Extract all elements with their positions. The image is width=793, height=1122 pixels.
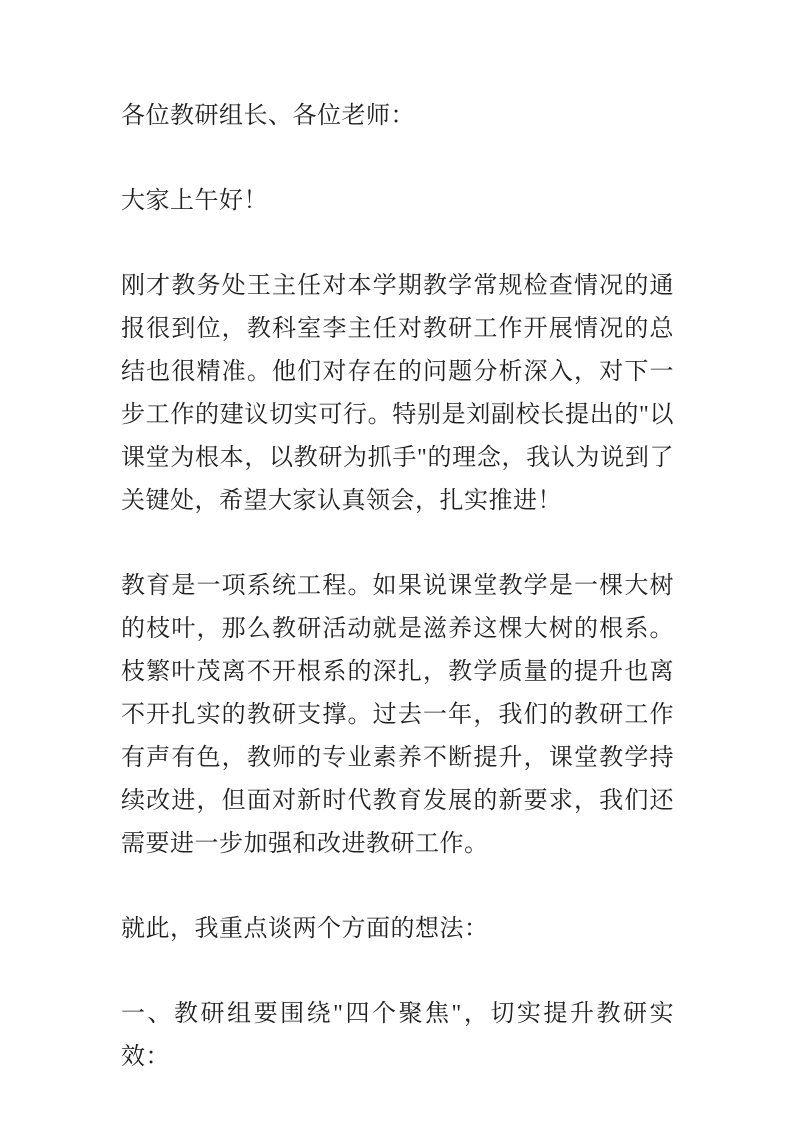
salutation-line: 各位教研组长、各位老师： (121, 103, 415, 129)
section-heading-one: 一、教研组要围绕"四个聚焦"，切实提升教研实效： (121, 1001, 674, 1070)
document-body (121, 95, 674, 1079)
paragraph-education-system: 教育是一项系统工程。如果说课堂教学是一棵大树的枝叶，那么教研活动就是滋养这棵大树的根系。枝繁叶茂离不开根系的深扎，教学质量的提升也离不开扎实的教研支撑。过去一年，我们的教研工作有声有色，教师的专业素养不断提升，课堂教学持续改进，但面对新时代教育发展的新要求，我们还需要进一步加强和改进教研工作。 (121, 573, 674, 857)
paragraph-opening-remarks: 刚才教务处王主任对本学期教学常规检查情况的通报很到位，教科室李主任对教研工作开展情况的总结也很精准。他们对存在的问题分析深入，对下一步工作的建议切实可行。特别是刘副校长提出的"以课堂为根本，以教研为抓手"的理念，我认为说到了关键处，希望大家认真领会，扎实推进！ (121, 273, 674, 514)
greeting-line: 大家上午好！ (121, 188, 268, 214)
paragraph-two-points-intro: 就此，我重点谈两个方面的想法： (121, 916, 489, 942)
